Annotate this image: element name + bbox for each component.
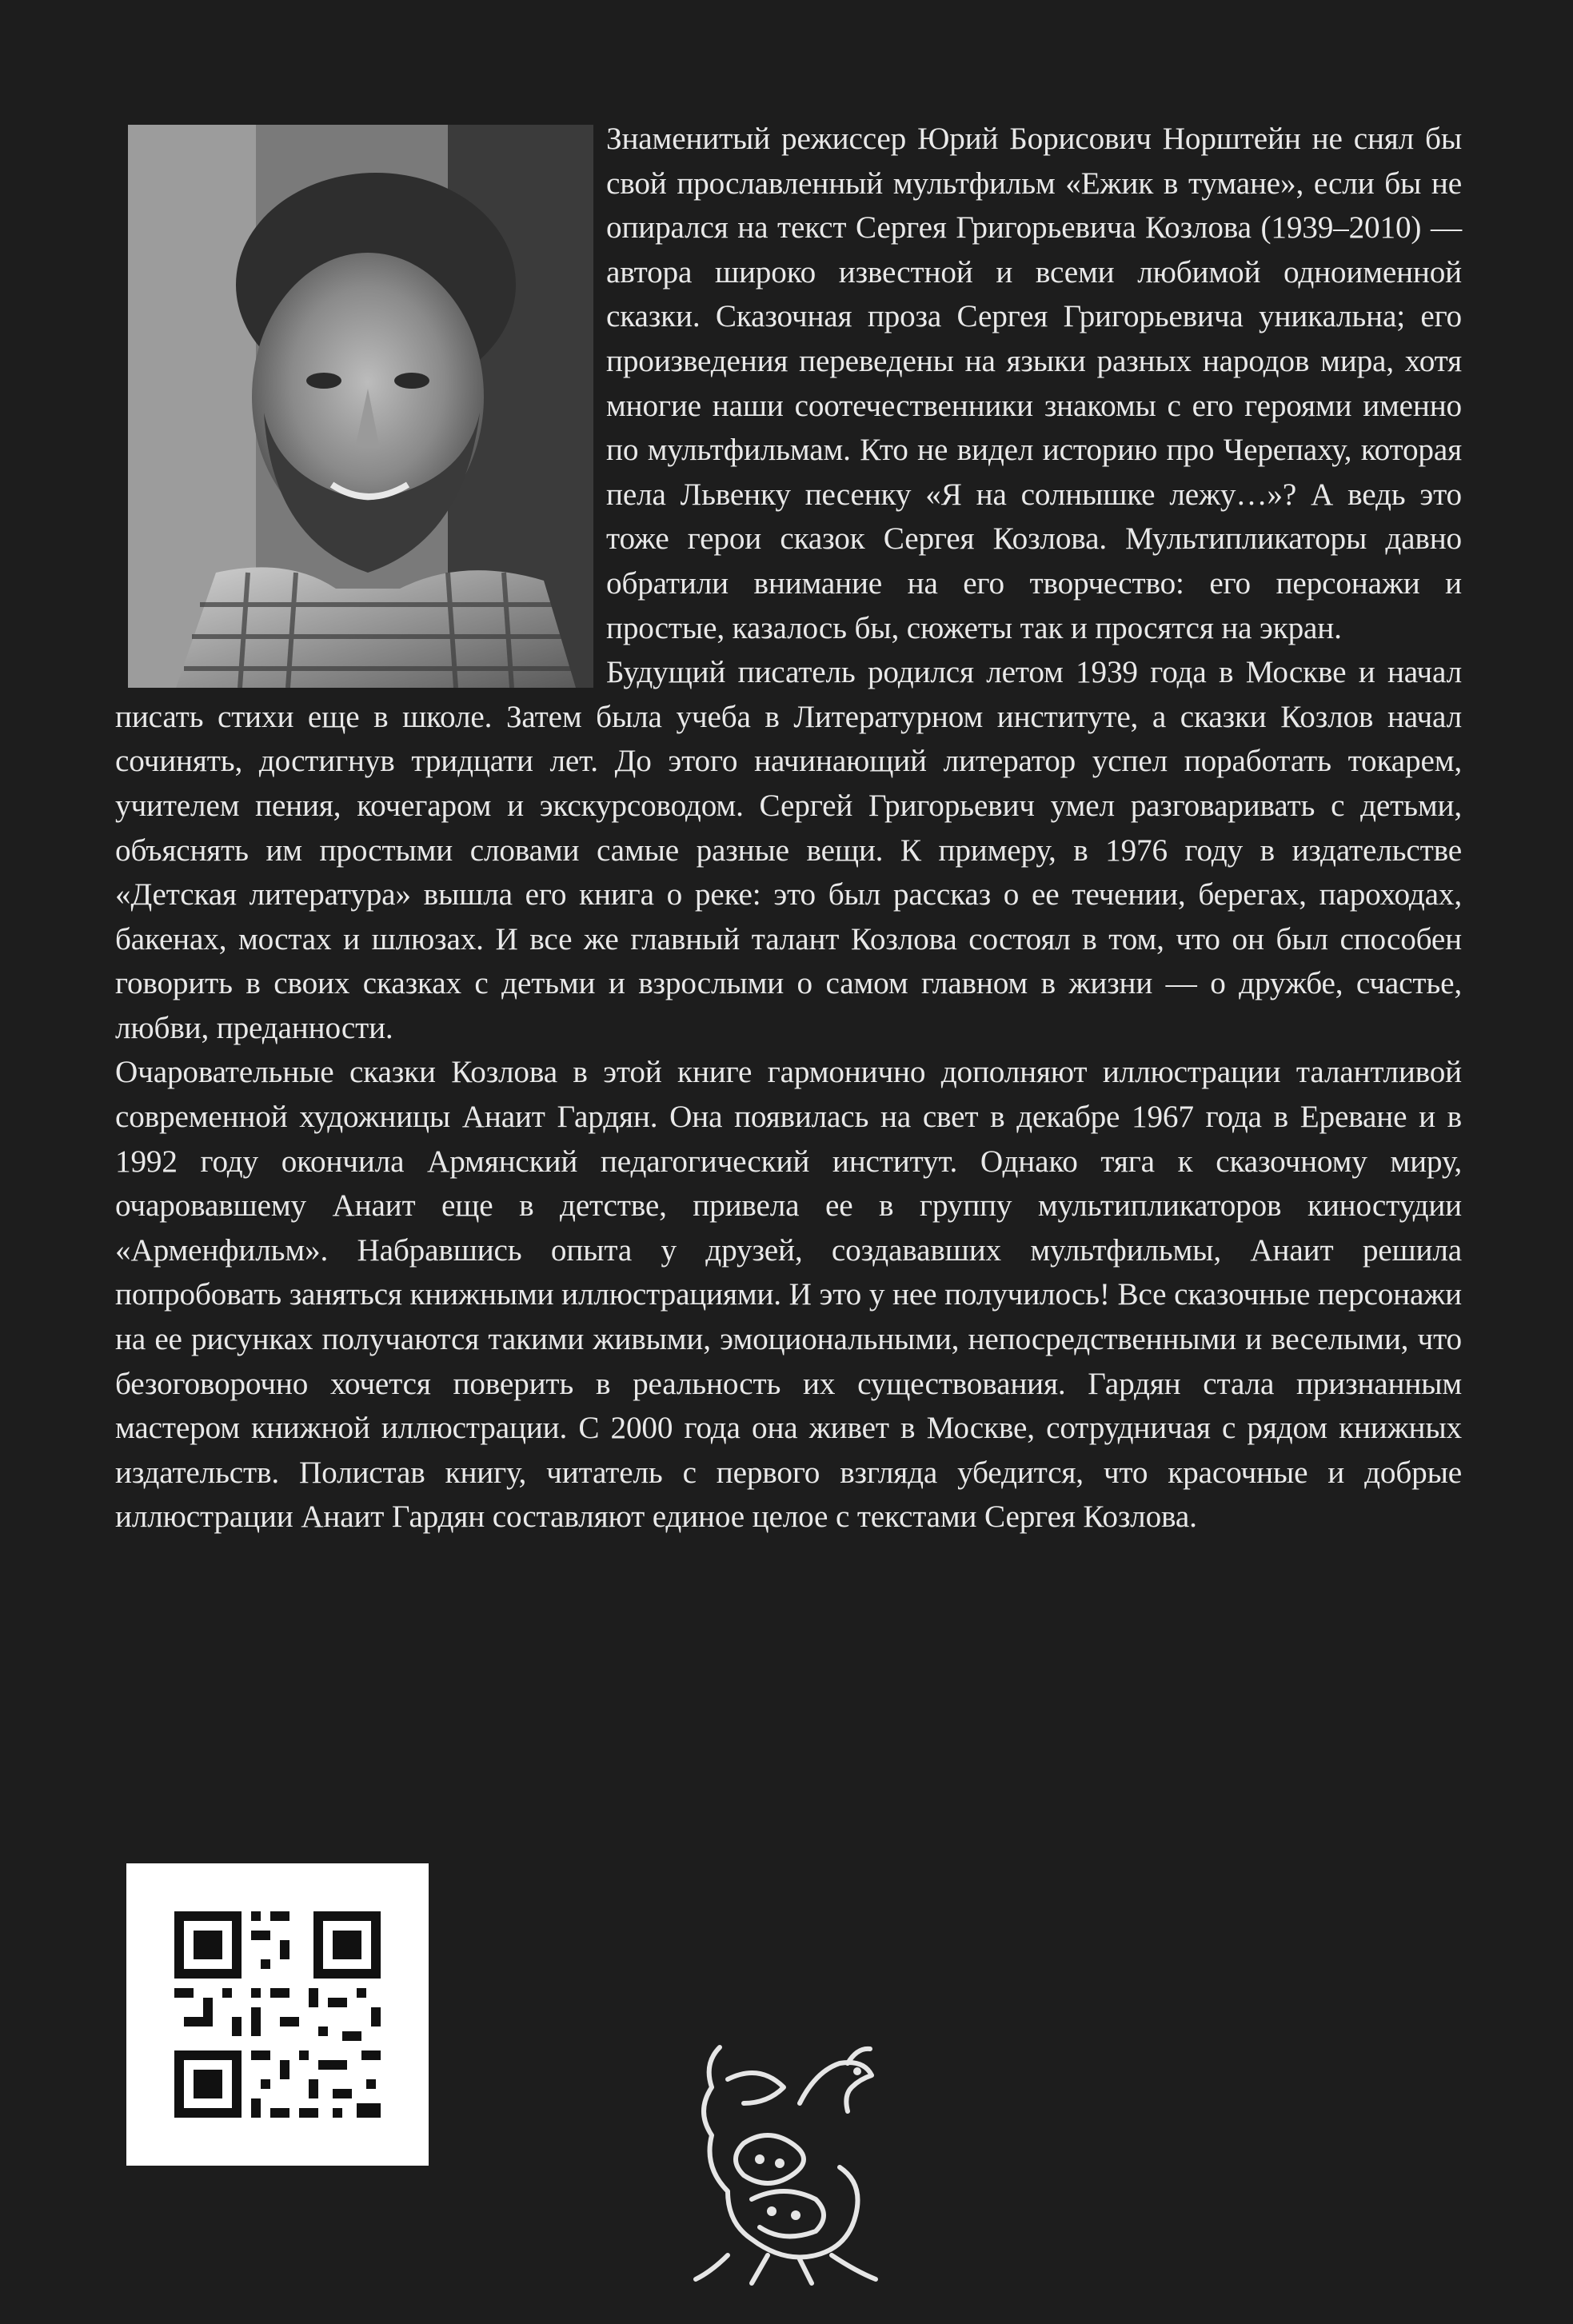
paragraph-biography: Будущий писатель родился летом 1939 года в Москве и начал писать стихи еще в школе. Затем была учеба в Литературном институте, а сказки Козлов начал сочинять, достигнув тридцати лет. До этого начинающий литератор успел поработать токарем, учителем пения, кочегаром и экскурсоводом. Сергей Григорьевич умел разговаривать с детьми, объяснять им простыми словами самые разные вещи. К примеру, в 1976 году в издательстве «Детская литература» вышла его книга о реке: это был рассказ о ее течении, берегах, пароходах, бакенах, мостах и шлюзах. И все же главный талант Козлова состоял в том, что он был способен говорить в своих сказках с детьми и взрослыми о самом главном в жизни — о дружбе, счастье, любви, преданности.: [115, 655, 1462, 1045]
qr-code-pattern: [126, 1863, 429, 2166]
qr-code: [126, 1863, 429, 2166]
publisher-logo: [680, 2015, 888, 2287]
paragraph-illustrator: Очаровательные сказки Козлова в этой книге гармонично дополняют иллюстрации талантливой современной художницы Анаит Гардян. Она появилась на свет в декабре 1967 года в Ереване и в 1992 году окончила Армянский педагогический институт. Однако тяга к сказочному миру, очаровавшему Анаит еще в детстве, привела ее в группу мультипликаторов киностудии «Арменфильм». Набравшись опыта у друзей, создававших мультфильмы, Анаит решила попробовать заняться книжными иллюстрациями. И это у нее получилось! Все сказочные персонажи на ее рисунках получаются такими живыми, эмоциональными, непосредственными и веселыми, что безоговорочно хочется поверить в реальность их существования. Гардян стала признанным мастером книжной иллюстрации. С 2000 года она живет в Москве, сотрудничая с рядом книжных издательств. Полистав книгу, читатель с первого взгляда убедится, что красочные и добрые иллюстрации Анаит Гардян составляют единое целое с текстами Сергея Козлова.: [115, 1055, 1462, 1535]
paragraph-nostein-intro: Знаменитый режиссер Юрий Борисович Норштейн не снял бы свой прославленный мультфильм «Ежик в тумане», если бы не опирался на текст Сергея Григорьевича Козлова (1939–2010) — автора широко известной и всеми любимой одноименной сказки. Сказочная проза Сергея Григорьевича уникальна; его произведения переведены на языки разных народов мира, хотя многие наши соотечественники знакомы с его героями именно по мультфильмам. Кто не видел историю про Черепаху, которая пела Львенку песенку «Я на солнышке лежу…»? А ведь это тоже герои сказок Сергея Козлова. Мультипликаторы давно обратили внимание на его творчество: его персонажи и простые, казалось бы, сюжеты так и просятся на экран.: [606, 122, 1462, 645]
publisher-emblem-icon: [680, 2015, 888, 2287]
description-text: [115, 117, 1462, 1539]
photo-text-wrap-spacer: [115, 117, 606, 694]
